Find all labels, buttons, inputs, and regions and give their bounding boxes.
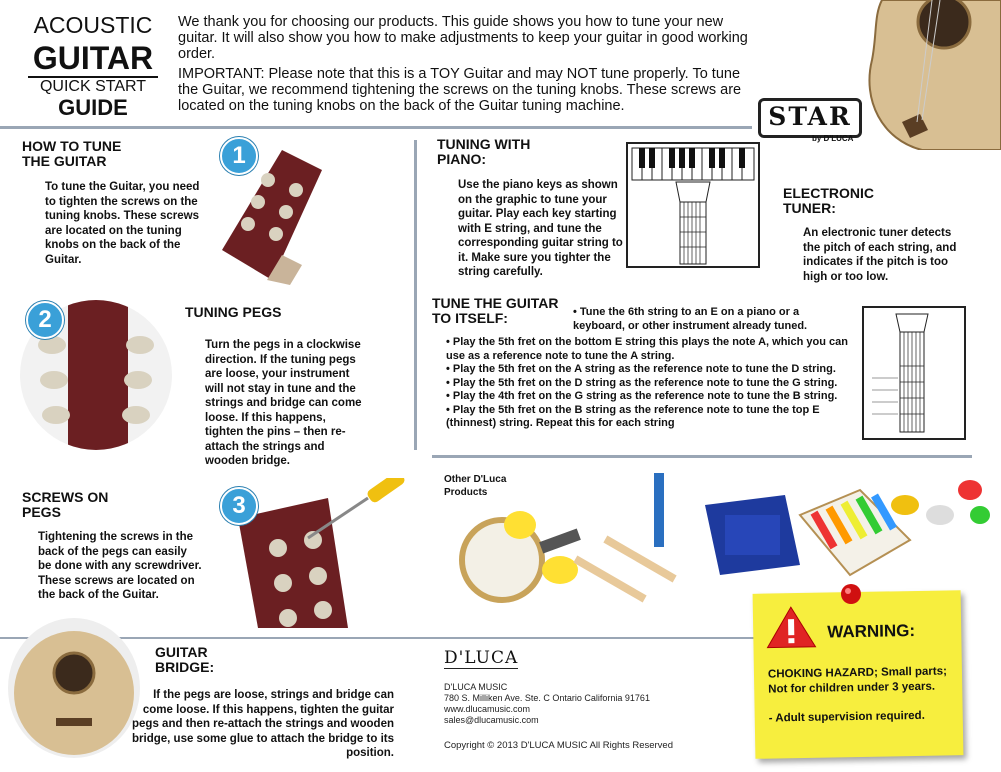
piano-title [437,137,530,167]
itself-title-l1: TUNE THE GUITAR [432,295,559,311]
itself-title-l2: TO ITSELF: [432,310,508,326]
list-item: • Play the 5th fret on the A string as the reference note to tune the D string. [446,363,836,375]
how-to-tune-title-l2: THE GUITAR [22,153,107,169]
screws-text: Tightening the screws in the back of the pegs can easily be done with any screwdriver. These screws are located on the back of the Guitar. [38,531,202,601]
company-address: 780 S. Milliken Ave. Ste. C Ontario California 91761 [444,693,650,703]
screws-title-l1: SCREWS ON [22,489,109,505]
warning-icon [765,605,818,650]
company-email-link[interactable]: sales@dlucamusic.com [444,715,539,725]
list-item: • Play the 5th fret on the B string as the reference note to tune the top E (thinnest) string. Repeat this for each string [446,403,820,429]
guitar-body-illustration [862,0,1001,150]
list-item: • Play the 5th fret on the D string as the reference note to tune the G string. [446,376,838,389]
bridge-title [155,645,214,675]
vertical-divider [414,140,417,450]
tuner-title [783,186,874,216]
company-website-link[interactable]: www.dlucamusic.com [444,704,531,714]
products-label-l2: Products [444,487,488,498]
tuner-title-l2: TUNER: [783,200,836,216]
warning-hazard: CHOKING HAZARD; Small parts; Not for children under 3 years. [767,665,947,696]
how-to-tune-title [22,139,121,169]
bridge-text: If the pegs are loose, strings and bridge can come loose. If this happens, tighten the guitar pegs and then re-attach the strings and wooden bridge, use some glue to attach the bridge to its position. [132,689,394,759]
title-acoustic: ACOUSTIC [33,12,153,38]
warning-title: WARNING: [827,620,916,642]
intro-text [178,14,758,118]
warning-adult: - Adult supervision required. [768,709,925,725]
step-2-badge: 2 [26,301,64,339]
copyright: Copyright © 2013 D'LUCA MUSIC All Rights Reserved [444,740,673,751]
itself-first-step: • Tune the 6th string to an E on a piano or a keyboard, or other instrument already tuned. [573,306,808,332]
company-name: D'LUCA MUSIC [444,682,508,692]
tuner-text: An electronic tuner detects the pitch of each string, and indicates if the pitch is too high or too low. [803,227,957,283]
title-guide: GUIDE [58,95,128,120]
tuner-title-l1: ELECTRONIC [783,185,874,201]
title-quick-start: QUICK START [39,78,147,95]
guitar-bridge-illustration [8,618,140,758]
how-to-tune-text: To tune the Guitar, you need to tighten the screws on the tuning knobs. These screws are located on the tuning knobs on the back of the Guitar. [45,181,200,266]
star-logo-text: STAR [768,102,852,131]
company-info [444,682,650,726]
star-logo-by: by D'LUCA [812,134,854,143]
piano-text: Use the piano keys as shown on the graphic to tune your guitar. Play each key starting with E string, and tune the corresponding guitar string to it. Make sure you tighter the string carefully. [458,179,623,278]
step-3-badge: 3 [220,487,258,525]
tuning-pegs-text: Turn the pegs in a clockwise direction. If the tuning pegs are loose, your instrument will not stay in tune and the strings and bridge can come loose. If this happens, tighten the pins – then re-attach the strings and wooden bridge. [205,339,362,467]
itself-steps-list [446,336,856,431]
piano-title-l1: TUNING WITH [437,136,531,152]
products-label-l1: Other D'Luca [444,474,507,485]
piano-keys-diagram [626,142,760,268]
star-logo [758,98,862,138]
step-1-badge: 1 [220,137,258,175]
warning-note [753,590,964,759]
screws-title-l2: PEGS [22,504,61,520]
bridge-title-l1: GUITAR [155,644,208,660]
list-item: • Play the 4th fret on the G string as the reference note to tune the B string. [446,390,838,402]
guitar-bridge-photo [8,618,140,758]
header-divider [0,126,752,129]
intro-paragraph-1: We thank you for choosing our products. This guide shows you how to tune your new guitar. It will also show you how to make adjustments to keep your guitar in good working order. [178,14,748,62]
piano-keys [632,148,754,180]
itself-title [432,296,559,326]
piano-title-l2: PIANO: [437,151,486,167]
pushpin-icon [836,580,866,610]
fretboard-diagram [862,306,966,440]
list-item: • Play the 5th fret on the bottom E string this plays the note A, which you can use as a reference note to tune the A string. [446,336,848,362]
tuning-pegs-title: TUNING PEGS [185,304,282,320]
dluca-logo: D'LUCA [444,648,519,668]
how-to-tune-title-l1: HOW TO TUNE [22,138,122,154]
screws-title [22,490,108,520]
title-guitar: GUITAR [32,40,154,76]
products-divider [432,455,972,458]
bridge-title-l2: BRIDGE: [155,659,215,675]
intro-paragraph-2: IMPORTANT: Please note that this is a TOY Guitar and may NOT tune properly. To tune the Guitar, we recommend tightening the screws on the tuning knobs. These screws are located on the tuning knobs on the back of the Guitar tuning machine. [178,66,742,114]
